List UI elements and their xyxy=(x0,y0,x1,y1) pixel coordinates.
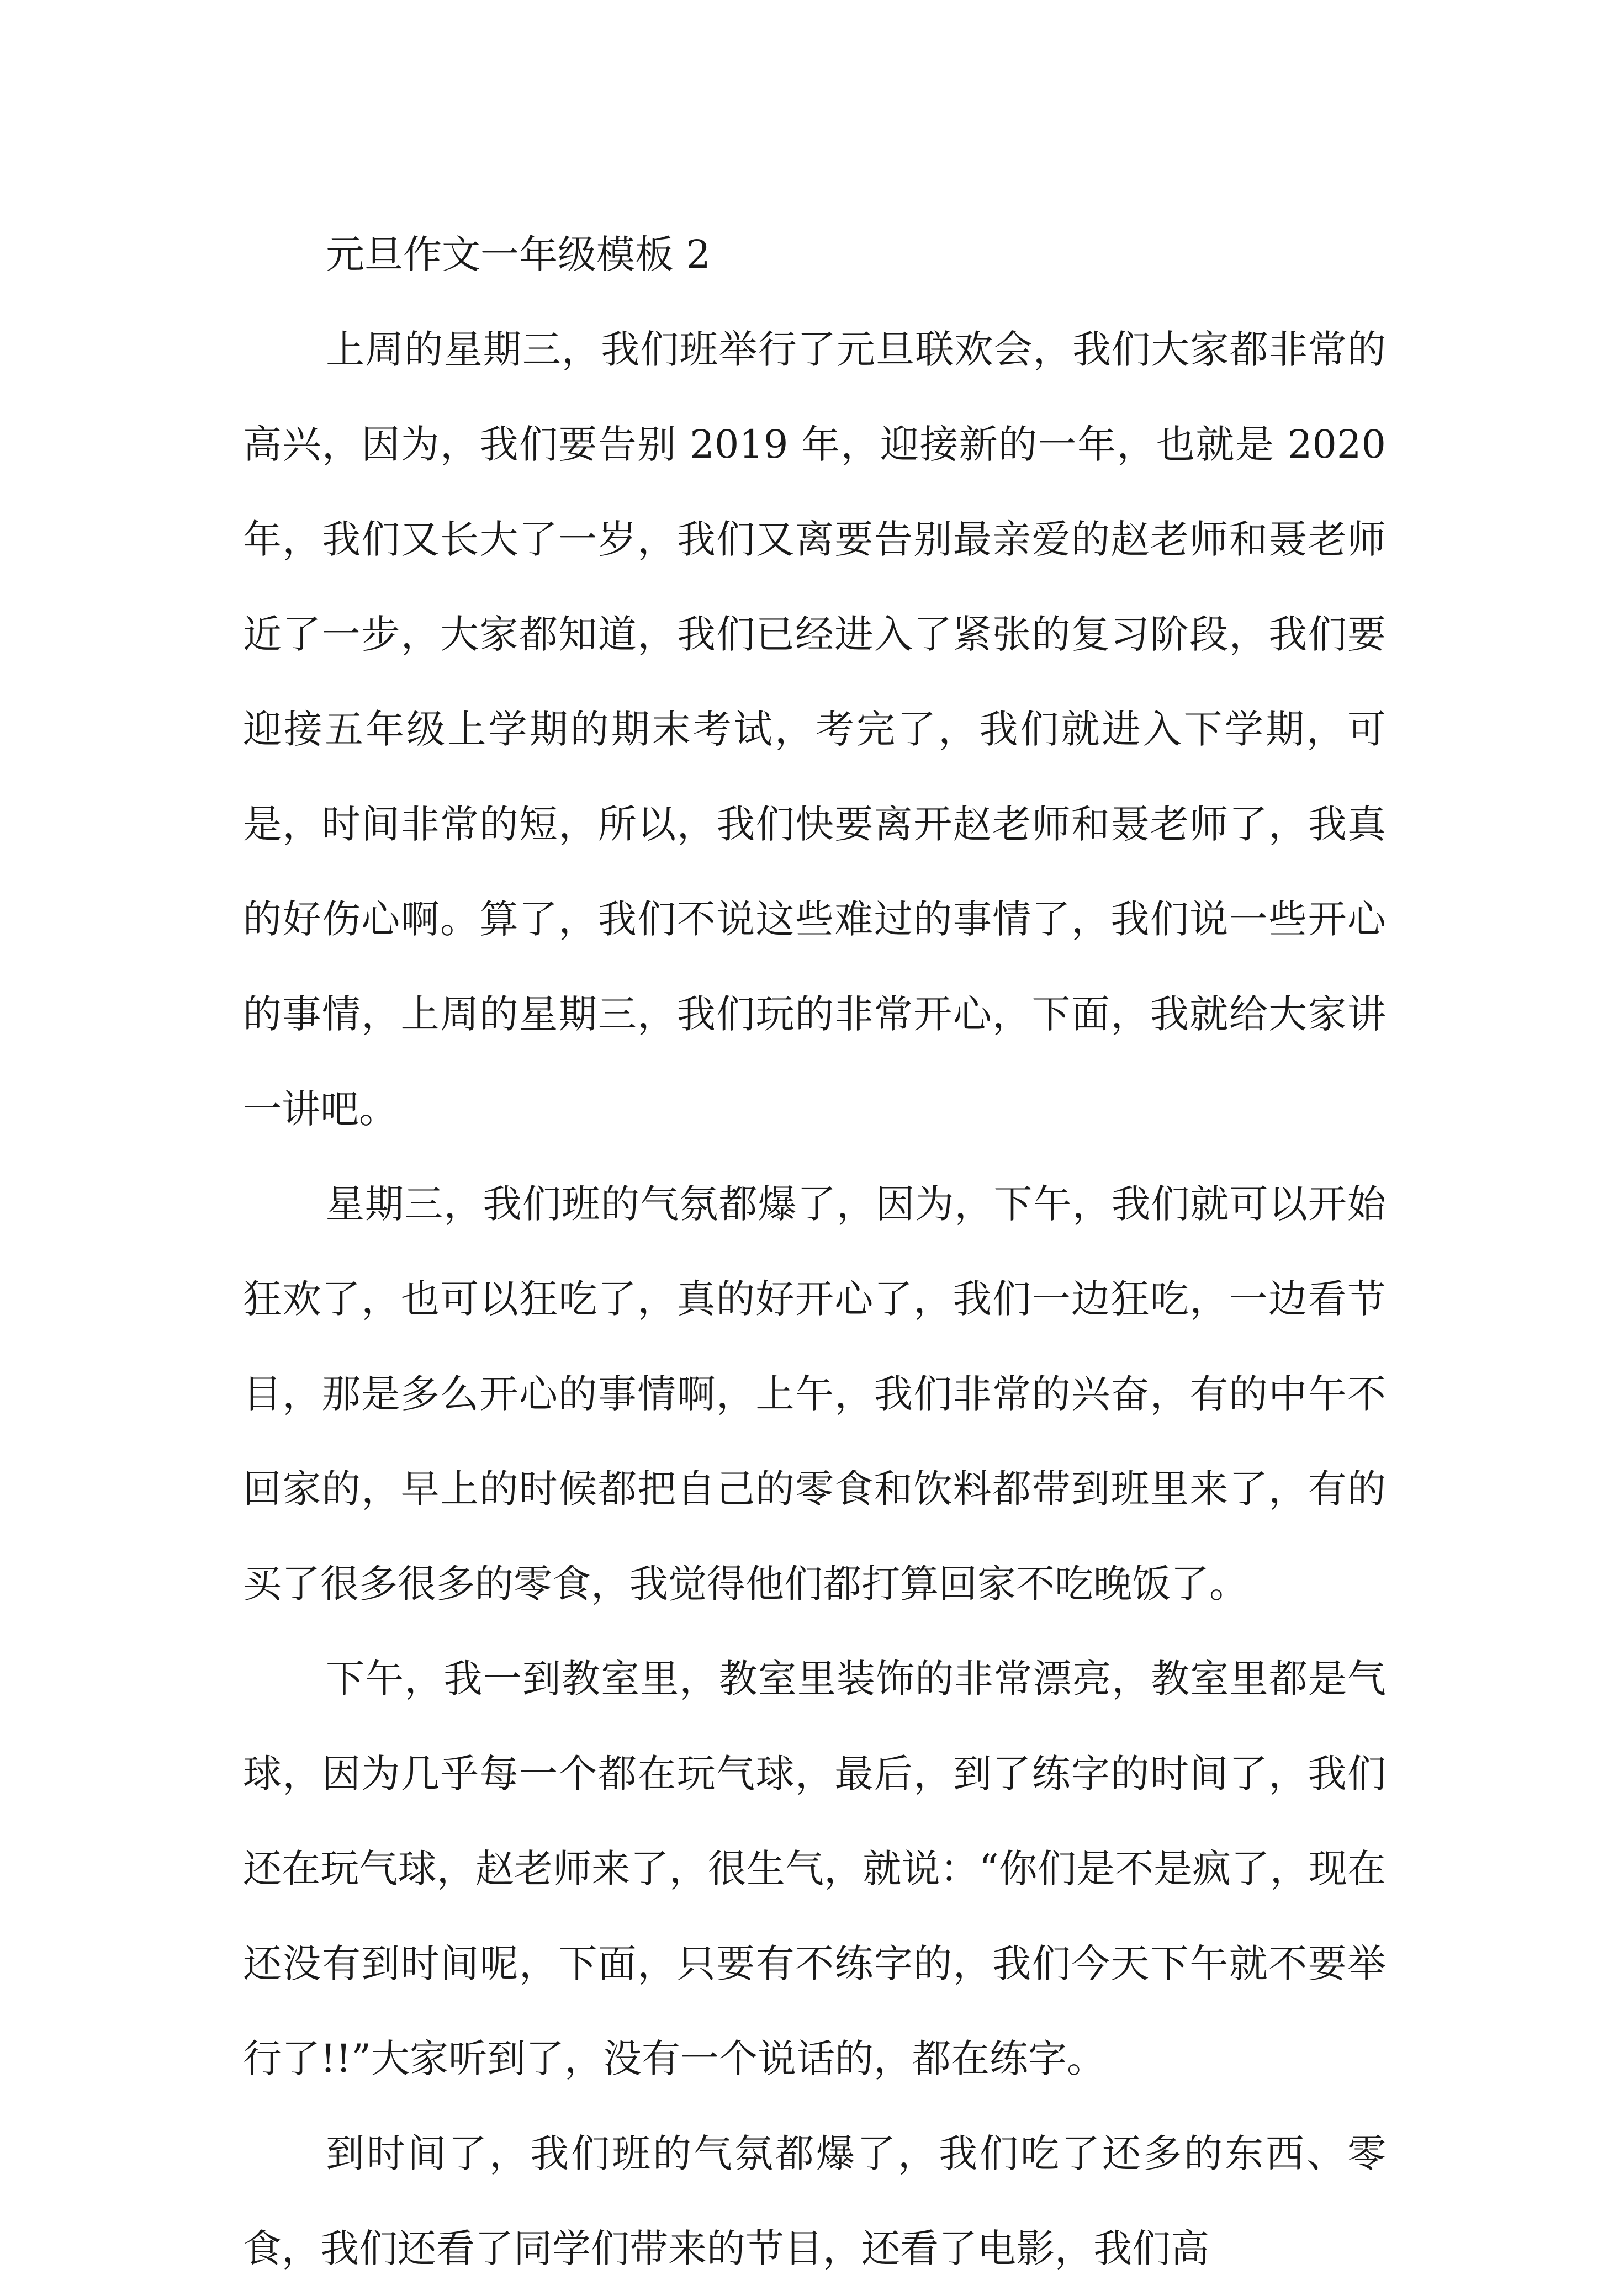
paragraph-4: 到时间了，我们班的气氛都爆了，我们吃了还多的东西、零食，我们还看了同学们带来的节目，还看了电影，我们高 xyxy=(243,2131,1386,2271)
document-body xyxy=(243,207,1386,2296)
paragraph-3: 下午，我一到教室里，教室里装饰的非常漂亮，教室里都是气球，因为几乎每一个都在玩气球，最后，到了练字的时间了，我们还在玩气球，赵老师来了，很生气，就说：“你们是不是疯了，现在还没有到时间呢，下面，只要有不练字的，我们今天下午就不要举行了!!”大家听到了，没有一个说话的，都在练字。 xyxy=(243,1656,1386,2081)
paragraph-2: 星期三，我们班的气氛都爆了，因为，下午，我们就可以开始狂欢了，也可以狂吃了，真的好开心了，我们一边狂吃，一边看节目，那是多么开心的事情啊，上午，我们非常的兴奋，有的中午不回家的，早上的时候都把自己的零食和饮料都带到班里来了，有的买了很多很多的零食，我觉得他们都打算回家不吃晚饭了。 xyxy=(243,1181,1386,1606)
paragraph-1: 上周的星期三，我们班举行了元旦联欢会，我们大家都非常的高兴，因为，我们要告别 2019 年，迎接新的一年，也就是 2020 年，我们又长大了一岁，我们又离要告别最亲爱的赵老师和聂老师近了一步，大家都知道，我们已经进入了紧张的复习阶段，我们要迎接五年级上学期的期末考试，考完了，我们就进入下学期，可是，时间非常的短，所以，我们快要离开赵老师和聂老师了，我真的好伤心啊。算了，我们不说这些难过的事情了，我们说一些开心的事情，上周的星期三，我们玩的非常开心，下面，我就给大家讲一讲吧。 xyxy=(243,327,1386,1132)
document-title: 元旦作文一年级模板 2 xyxy=(326,232,711,277)
